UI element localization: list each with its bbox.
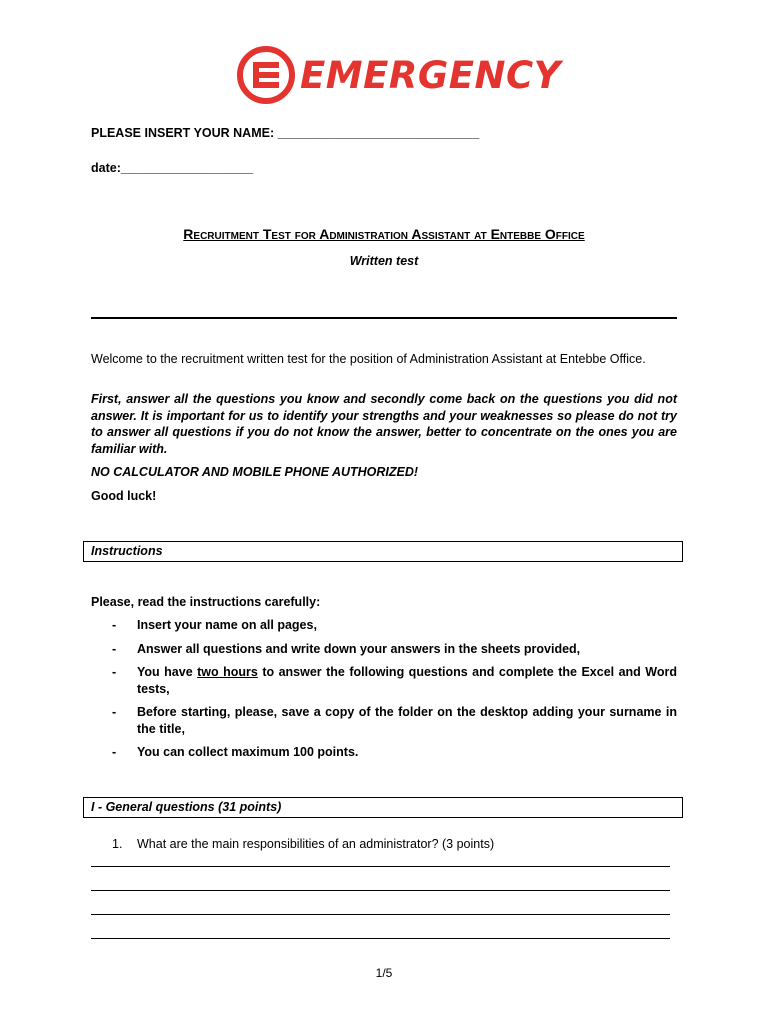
good-luck-text: Good luck! (91, 489, 157, 503)
question-1 (112, 837, 494, 851)
guidance-paragraph: First, answer all the questions you know and secondly come back on the questions you did not answer. It is important for us to identify your strengths and your weaknesses so please do not try to answer all questions if you do not know the answer, better to concentrate on the ones you are familiar with. (91, 392, 677, 456)
instructions-list (112, 617, 677, 768)
question-number: 1. (112, 837, 123, 851)
instructions-lead: Please, read the instructions carefully: (91, 595, 321, 609)
emergency-logo (236, 45, 561, 105)
emergency-emblem-icon (236, 45, 296, 105)
page-number: 1/5 (375, 966, 393, 980)
question-text: What are the main responsibilities of an administrator? (3 points) (137, 837, 495, 851)
answer-line[interactable] (91, 890, 670, 891)
welcome-paragraph: Welcome to the recruitment written test for the position of Administration Assistant at Entebbe Office. (91, 352, 646, 366)
date-field[interactable] (91, 161, 253, 175)
answer-line[interactable] (91, 938, 670, 939)
list-item: - Before starting, please, save a copy of the folder on the desktop adding your surname in the title, (112, 704, 677, 737)
list-item (112, 664, 677, 697)
general-questions-heading: I - General questions (31 points) (83, 797, 683, 818)
answer-line[interactable] (91, 914, 670, 915)
instructions-heading: Instructions (83, 541, 683, 562)
name-blank[interactable]: _____________________________ (277, 126, 480, 140)
list-item: - Insert your name on all pages, (112, 617, 677, 634)
name-field[interactable] (91, 126, 479, 140)
list-item: - You can collect maximum 100 points. (112, 744, 677, 761)
list-item: - Answer all questions and write down your answers in the sheets provided, (112, 641, 677, 658)
two-hours-emphasis: two hours (197, 665, 258, 679)
logo-text: EMERGENCY (300, 53, 561, 97)
name-label: PLEASE INSERT YOUR NAME: (91, 126, 278, 140)
document-title: Recruitment Test for Administration Assistant at Entebbe Office (183, 226, 585, 242)
date-blank[interactable]: ___________________ (120, 161, 253, 175)
list-item-text: to answer the following questions and complete the Excel and Word tests, (137, 665, 677, 696)
no-calculator-notice: NO CALCULATOR AND MOBILE PHONE AUTHORIZED! (91, 465, 419, 479)
title-divider (91, 317, 677, 319)
answer-line[interactable] (91, 866, 670, 867)
document-subtitle: Written test (349, 254, 419, 268)
list-item-text: You have (137, 665, 198, 679)
date-label: date: (91, 161, 121, 175)
